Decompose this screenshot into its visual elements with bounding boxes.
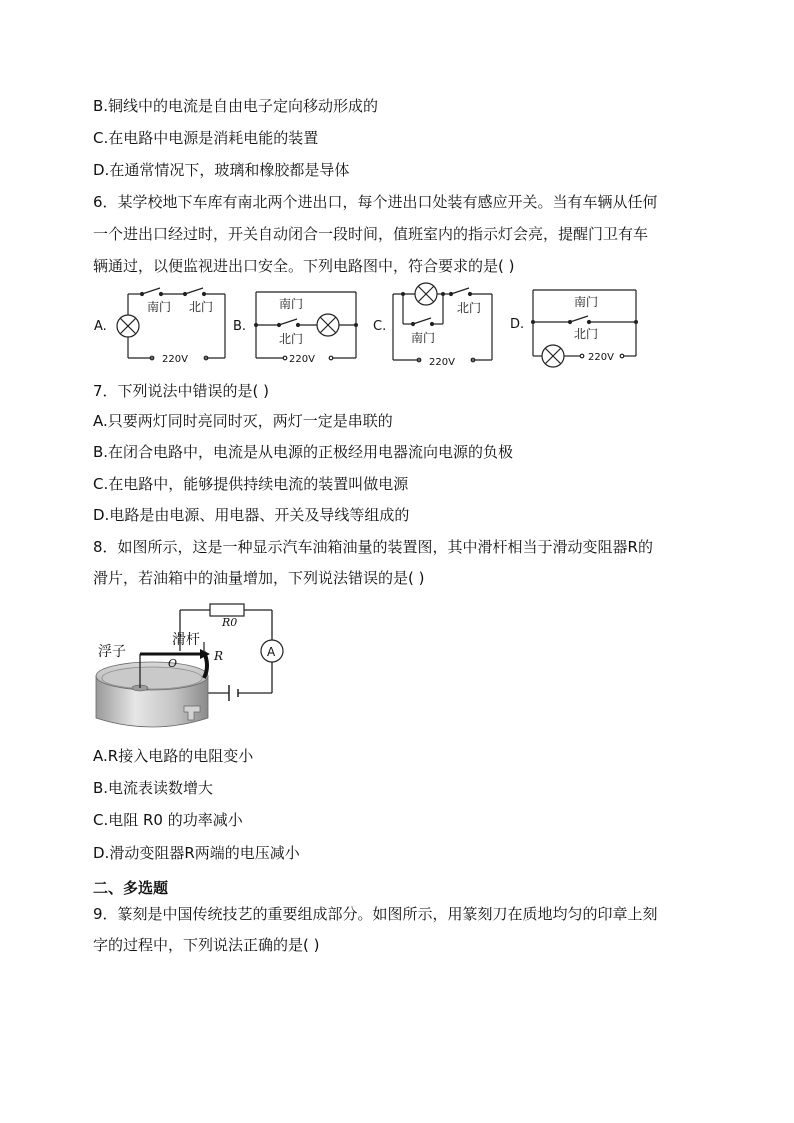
circuit-a-voltage: 220V bbox=[162, 354, 188, 365]
q5-option-c: C.在电路中电源是消耗电能的装置 bbox=[93, 129, 319, 147]
variable-resistor-label: R bbox=[214, 649, 224, 663]
circuit-c-south-label: 南门 bbox=[411, 331, 436, 345]
circuit-b-north-label: 北门 bbox=[279, 332, 304, 346]
q7-stem: 7．下列说法中错误的是( ) bbox=[93, 382, 270, 400]
q7-option-a: A.只要两灯同时亮同时灭，两灯一定是串联的 bbox=[93, 412, 393, 430]
circuit-a-south-label: 南门 bbox=[147, 300, 172, 314]
q7-option-c: C.在电路中，能够提供持续电流的装置叫做电源 bbox=[93, 475, 409, 493]
circuit-b-south-label: 南门 bbox=[279, 297, 304, 311]
q5-option-b: B.铜线中的电流是自由电子定向移动形成的 bbox=[93, 97, 379, 115]
q5-option-d: D.在通常情况下，玻璃和橡胶都是导体 bbox=[93, 161, 350, 179]
circuit-b-letter: B. bbox=[233, 319, 247, 334]
q8-option-a: A.R接入电路的电阻变小 bbox=[93, 747, 254, 765]
q8-stem-line2: 滑片，若油箱中的油量增加，下列说法错误的是( ) bbox=[93, 569, 425, 587]
circuit-b bbox=[231, 286, 366, 366]
battery-icon bbox=[229, 685, 238, 701]
q6-stem-line3: 辆通过，以便监视进出口安全。下列电路图中，符合要求的是( ) bbox=[93, 257, 515, 275]
pivot-label: O bbox=[168, 657, 178, 670]
q7-option-d: D.电路是由电源、用电器、开关及导线等组成的 bbox=[93, 506, 410, 524]
q7-option-b: B.在闭合电路中，电流是从电源的正极经用电器流向电源的负极 bbox=[93, 443, 514, 461]
lamp-icon bbox=[415, 283, 437, 305]
fixed-resistor-label: R0 bbox=[222, 616, 238, 629]
circuit-c-letter: C. bbox=[373, 319, 387, 334]
lamp-icon bbox=[317, 314, 339, 336]
slider-rod-label: 滑杆 bbox=[172, 632, 200, 648]
q6-stem-line2: 一个进出口经过时，开关自动闭合一段时间，值班室内的指示灯会亮，提醒门卫有车 bbox=[93, 225, 649, 243]
circuit-d-south-label: 南门 bbox=[574, 295, 599, 309]
circuit-a-letter: A. bbox=[94, 319, 107, 334]
fuel-gauge-figure bbox=[92, 596, 302, 736]
q9-stem-line2: 字的过程中，下列说法正确的是( ) bbox=[93, 936, 320, 954]
q8-stem-line1: 8．如图所示，这是一种显示汽车油箱油量的装置图，其中滑杆相当于滑动变阻器R的 bbox=[93, 538, 653, 556]
lamp-icon bbox=[542, 345, 564, 367]
q8-option-c: C.电阻 R0 的功率减小 bbox=[93, 811, 243, 829]
q8-option-d: D.滑动变阻器R两端的电压减小 bbox=[93, 844, 300, 862]
circuit-d-north-label: 北门 bbox=[574, 327, 599, 341]
circuit-d-letter: D. bbox=[510, 317, 525, 332]
circuit-c-voltage: 220V bbox=[429, 357, 455, 368]
lamp-icon bbox=[117, 315, 139, 337]
circuit-a-north-label: 北门 bbox=[189, 300, 214, 314]
variable-resistor-icon bbox=[204, 652, 207, 678]
circuit-c-north-label: 北门 bbox=[457, 301, 482, 315]
q8-option-b: B.电流表读数增大 bbox=[93, 779, 214, 797]
float-label: 浮子 bbox=[98, 644, 126, 660]
circuit-c bbox=[371, 282, 501, 370]
circuit-d bbox=[508, 284, 643, 370]
circuit-a bbox=[92, 286, 232, 366]
circuit-d-voltage: 220V bbox=[588, 352, 614, 363]
fuel-tank-icon bbox=[96, 662, 208, 727]
q6-stem-line1: 6．某学校地下车库有南北两个进出口，每个进出口处装有感应开关。当有车辆从任何 bbox=[93, 193, 658, 211]
fixed-resistor-icon bbox=[210, 604, 244, 616]
ammeter-label: A bbox=[267, 645, 276, 659]
q9-stem-line1: 9．篆刻是中国传统技艺的重要组成部分。如图所示，用篆刻刀在质地均匀的印章上刻 bbox=[93, 905, 658, 923]
circuit-b-voltage: 220V bbox=[289, 354, 315, 365]
section-title-multiple-choice: 二、多选题 bbox=[93, 879, 169, 897]
